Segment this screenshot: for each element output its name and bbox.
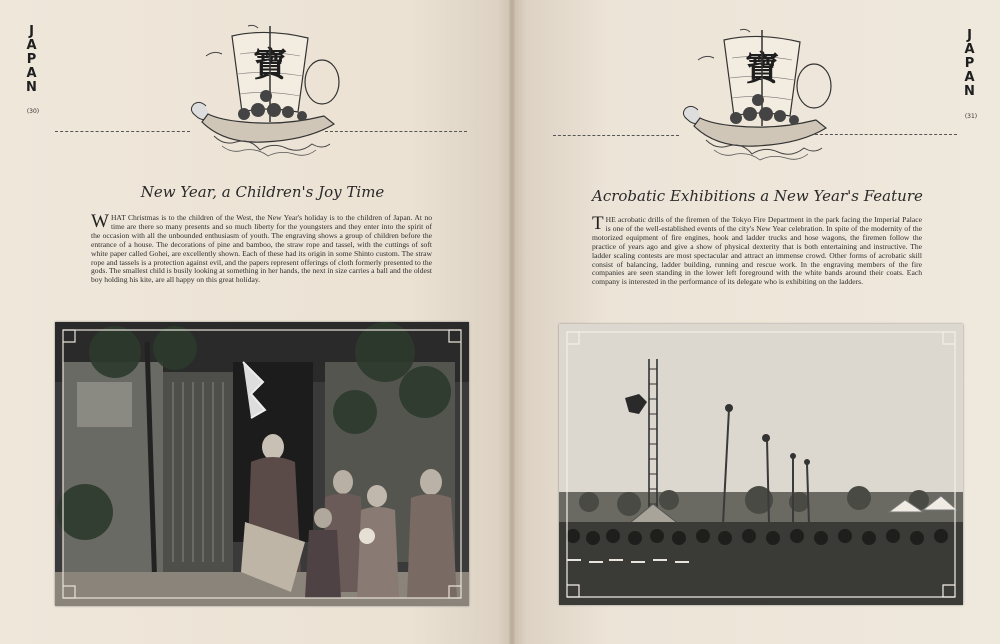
- right-article-title: Acrobatic Exhibitions a New Year's Feature: [592, 187, 923, 205]
- left-sail-character: 寶: [253, 45, 287, 85]
- right-treasure-ship-icon: [676, 28, 836, 168]
- page-gutter: [509, 0, 515, 644]
- right-sail-character: 寶: [745, 49, 779, 89]
- firemen-ladder-exhibition-photo: [559, 324, 963, 605]
- left-treasure-ship-icon: [184, 24, 344, 164]
- right-rule-left: [553, 135, 679, 138]
- left-magazine-name-text: JAPAN: [24, 24, 39, 94]
- right-article-body: THE acrobatic drills of the firemen of the Tokyo Fire Department in the park facing the Imperial Palace is one of the well-established events of the city's New Year celebration. In spite of the modernity of the motorized equipment of fire engines, hook and ladder trucks and hose wagons, the firemen follow the practice of years ago and give a show of physical dexterity that is both entertaining and instructive. The ladder scaling contests are most spectacular and attract an immense crowd. Other forms of acrobatic skill consist of balancing, ladder building, running and rescue work. In the engraving members of the fire companies are seen standing in the lower left foreground with the white bands around their coats. Each company is interested in the performance of its delegate who is exhibiting on the ladders.: [592, 213, 922, 287]
- left-magazine-name: [25, 24, 41, 94]
- right-photo-firemen: [559, 324, 963, 605]
- right-page-number: (31): [964, 113, 978, 120]
- right-magazine-name-text: JAPAN: [962, 28, 977, 98]
- left-rule-left: [55, 131, 190, 134]
- left-article-title: New Year, a Children's Joy Time: [140, 183, 385, 201]
- children-at-house-entrance-photo: [55, 322, 469, 606]
- right-rule-right: [815, 134, 957, 137]
- right-magazine-name: [963, 28, 979, 98]
- left-page-number: (30): [26, 108, 40, 115]
- left-article-body: WHAT Christmas is to the children of the West, the New Year's holiday is to the children of Japan. At no time are there so many presents and so much liberty for the youngsters and they enter into the spirit of the occasion with all the unbounded enthusiasm of youth. The engraving shows a group of children before the entrance of a house. The decorations of pine and bamboo, the straw rope and tassel, with the cuttings of soft white paper called Gohei, are excellently shown. Each of these had its origin in some Shinto custom. The straw rope and tassels is a protection against evil, and the papers represent offerings of cloth formerly presented to the gods. The smallest child is busily looking at something in her hands, the next in size carries a ball and the oldest boy holding his kite, are all happy on this great holiday.: [91, 211, 432, 285]
- left-photo-children: [55, 322, 469, 606]
- left-rule-right: [325, 131, 467, 134]
